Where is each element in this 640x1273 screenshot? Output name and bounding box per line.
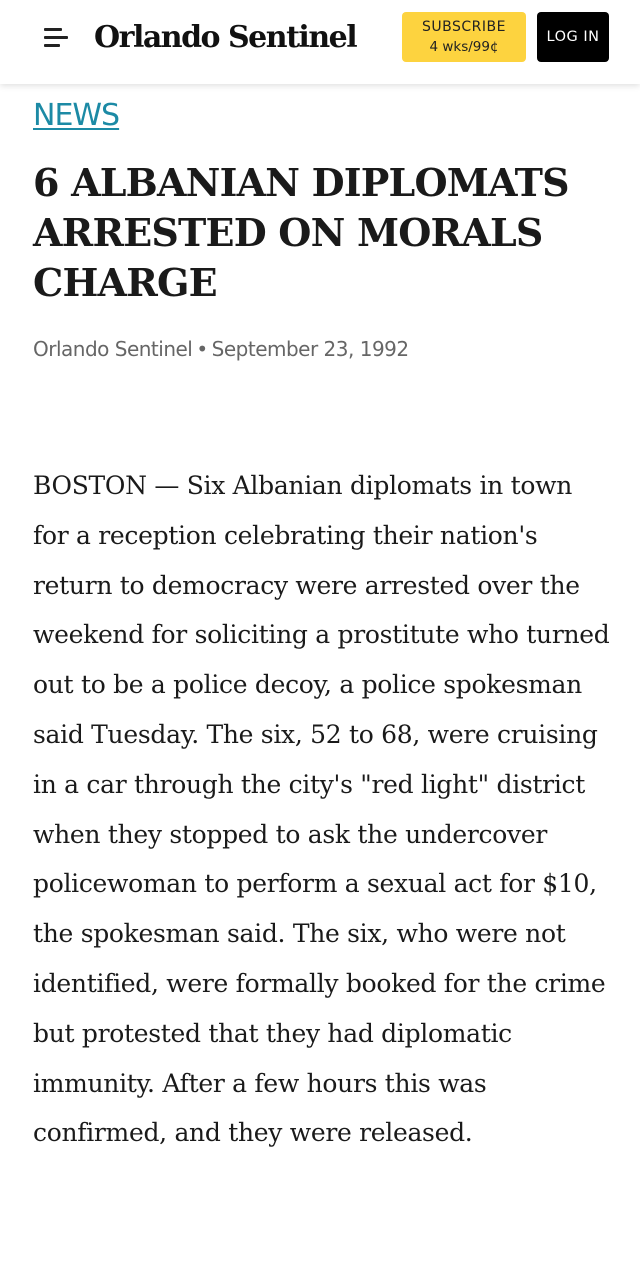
subscribe-offer: 4 wks/99¢	[429, 39, 499, 55]
byline-source: Orlando Sentinel	[33, 337, 193, 361]
section-link-news[interactable]: NEWS	[33, 98, 120, 133]
article-headline: 6 ALBANIAN DIPLOMATS ARRESTED ON MORALS CHARGE	[33, 160, 569, 305]
menu-line	[44, 44, 60, 47]
article-body: BOSTON — Six Albanian diplomats in town for a reception celebrating their nation's return to democracy were arrested over the weekend for soliciting a prostitute who turned out to be a police decoy, a police spokesman said Tuesday. The six, 52 to 68, were cruising in a car through the city's "red light" district when they stopped to ask the undercover policewoman to perform a sexual act for $10, the spokesman said. The six, who were not identified, were formally booked for the crime but protested that they had diplomatic immunity. After a few hours this was confirmed, and they were released.	[33, 471, 610, 1148]
byline-separator: •	[196, 337, 208, 361]
subscribe-label: SUBSCRIBE	[422, 19, 506, 35]
hamburger-menu-icon[interactable]	[40, 22, 72, 52]
subscribe-button[interactable]	[402, 12, 526, 62]
site-logo[interactable]: Orlando Sentinel	[94, 20, 357, 55]
login-button[interactable]: LOG IN	[537, 12, 609, 62]
menu-line	[44, 36, 68, 39]
byline-date: September 23, 1992	[211, 337, 409, 361]
menu-line	[44, 28, 62, 31]
site-header	[0, 0, 640, 84]
article-byline	[33, 335, 409, 363]
